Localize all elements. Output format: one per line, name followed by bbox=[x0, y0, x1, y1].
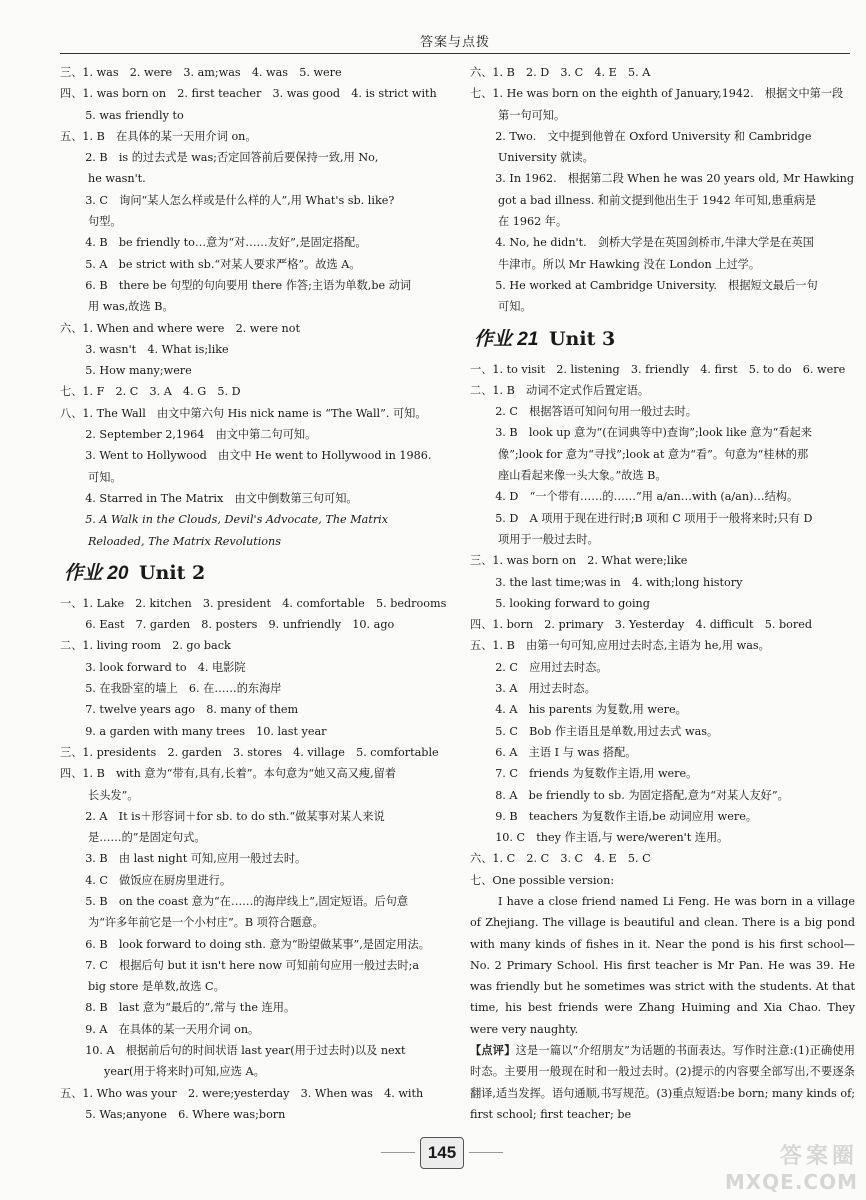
answer-line: 三、1. was born on 2. What were;like bbox=[470, 554, 688, 568]
answer-line: 为“许多年前它是一个小村庄”。B 项符合题意。 bbox=[88, 916, 324, 930]
answer-line: 7. twelve years ago 8. many of them bbox=[74, 703, 299, 717]
heading-prefix: 作业 20 bbox=[64, 562, 129, 584]
answer-line: 七、1. He was born on the eighth of January,1942. 根据文中第一段 bbox=[470, 87, 844, 101]
answer-line: 9. A 在具体的某一天用介词 on。 bbox=[74, 1022, 260, 1036]
answer-line: 四、1. B with 意为“带有,具有,长着”。本句意为“她又高又瘦,留着 bbox=[60, 767, 397, 781]
answer-line: 四、1. was born on 2. first teacher 3. was good 4. is strict with bbox=[60, 87, 437, 101]
answer-line: 3. C 询问“某人怎么样或是什么样的人”,用 What's sb. like? bbox=[74, 193, 395, 207]
section-heading-20 bbox=[64, 560, 455, 587]
answer-line: 5. looking forward to going bbox=[484, 596, 650, 610]
answer-line: 是……的”是固定句式。 bbox=[88, 831, 206, 845]
answer-line: Reloaded, The Matrix Revolutions bbox=[88, 534, 281, 548]
answer-line: 4. B be friendly to…意为“对……友好”,是固定搭配。 bbox=[74, 236, 367, 250]
answer-line: 3. the last time;was in 4. with;long history bbox=[484, 575, 743, 589]
answer-line: 8. B last 意为“最后的”,常与 the 连用。 bbox=[74, 1001, 296, 1015]
answer-line: 可知。 bbox=[498, 300, 532, 314]
answer-line: 六、1. B 2. D 3. C 4. E 5. A bbox=[470, 66, 651, 79]
sample-essay: I have a close friend named Li Feng. He was born in a village of Zhejiang. The village is beautiful and clean. There is a big pond with many kinds of fishes in it. Near the pond is his first school—No. 2 Primary School. His first teacher is Mr Pan. He was 39. He was friendly but he sometimes was strict with the students. At that time, his best friends were Zhang Huiming and Xia Chao. They were very naughty. bbox=[470, 894, 855, 1036]
answer-line: 五、1. B 由第一句可知,应用过去时态,主语为 he,用 was。 bbox=[470, 639, 770, 653]
answer-line: 六、1. C 2. C 3. C 4. E 5. C bbox=[470, 852, 651, 866]
watermark-logo-text: 答案圈 bbox=[779, 1144, 858, 1169]
answer-line: 10. A 根据前后句的时间状语 last year(用于过去时)以及 next bbox=[74, 1044, 406, 1058]
answer-line: 句型。 bbox=[88, 215, 122, 229]
answer-line: 5. D A 项用于现在进行时;B 项和 C 项用于一般将来时;只有 D bbox=[484, 511, 813, 525]
answer-line: 5. 在我卧室的墙上 6. 在……的东海岸 bbox=[74, 682, 282, 696]
answer-line: 4. Starred in The Matrix 由文中倒数第三句可知。 bbox=[74, 491, 358, 505]
answer-line: 5. Was;anyone 6. Where was;born bbox=[74, 1107, 286, 1121]
answer-line: 4. No, he didn't. 剑桥大学是在英国剑桥市,牛津大学是在英国 bbox=[484, 236, 814, 250]
answer-line: 5. was friendly to bbox=[74, 108, 184, 122]
answer-line: big store 是单数,故选 C。 bbox=[88, 980, 225, 994]
heading-unit: Unit 3 bbox=[548, 327, 616, 350]
answer-line: 可知。 bbox=[88, 470, 122, 484]
answer-line: 5. He worked at Cambridge University. 根据短文最后一句 bbox=[484, 278, 818, 292]
answer-line: 4. A his parents 为复数,用 were。 bbox=[484, 703, 687, 717]
answer-line: 2. C 根据答语可知问句用一般过去时。 bbox=[484, 405, 697, 419]
answer-line: 5. How many;were bbox=[74, 364, 192, 378]
answer-line: 在 1962 年。 bbox=[498, 215, 568, 229]
heading-unit: Unit 2 bbox=[138, 561, 206, 584]
answer-line: 七、One possible version: bbox=[470, 873, 615, 887]
answer-line: 3. wasn't 4. What is;like bbox=[74, 342, 229, 356]
answer-line: he wasn't. bbox=[88, 172, 146, 186]
watermark-url: MXQE.COM bbox=[724, 1170, 858, 1194]
answer-line: 一、1. Lake 2. kitchen 3. president 4. comfortable 5. bedrooms bbox=[60, 596, 447, 610]
answer-line: 七、1. F 2. C 3. A 4. G 5. D bbox=[60, 385, 241, 399]
answer-line: 2. Two. 文中提到他曾在 Oxford University 和 Cambridge bbox=[484, 129, 812, 143]
answer-line: 3. In 1962. 根据第二段 When he was 20 years old, Mr Hawking bbox=[484, 172, 855, 186]
comment-label: 【点评】 bbox=[470, 1043, 516, 1058]
answer-line: 5. A Walk in the Clouds, Devil's Advocate, The Matrix bbox=[74, 513, 389, 527]
answer-line: 2. B is 的过去式是 was;否定回答前后要保持一致,用 No, bbox=[74, 151, 379, 165]
answer-line: 3. B 由 last night 可知,应用一般过去时。 bbox=[74, 852, 307, 866]
answer-line: 二、1. living room 2. go back bbox=[60, 639, 231, 653]
answer-line: 6. B look forward to doing sth. 意为“盼望做某事”,是固定用法。 bbox=[74, 937, 430, 951]
answer-line: 三、1. presidents 2. garden 3. stores 4. village 5. comfortable bbox=[60, 745, 439, 759]
header-divider bbox=[60, 53, 850, 54]
answer-line: 3. A 用过去时态。 bbox=[484, 682, 596, 696]
answer-line: 五、1. Who was your 2. were;yesterday 3. When was 4. with bbox=[60, 1086, 424, 1100]
answer-line: 6. East 7. garden 8. posters 9. unfriendly 10. ago bbox=[74, 618, 395, 632]
answer-line: 6. B there be 句型的句向要用 there 作答;主语为单数,be 动词 bbox=[74, 278, 412, 292]
answer-line: 3. Went to Hollywood 由文中 He went to Hollywood in 1986. bbox=[74, 449, 432, 463]
comment-text: 这是一篇以“介绍朋友”为话题的书面表达。写作时注意:(1)正确使用时态。主要用一般现在时和一般过去时。(2)提示的内容要全部写出,不要逐条翻译,适当发挥。语句通顺,书写规范。(3)重点短语:be born; many kinds of; first school; first teacher; be bbox=[470, 1044, 855, 1121]
answer-line: 3. look forward to 4. 电影院 bbox=[74, 660, 246, 674]
answer-line: 5. A be strict with sb.“对某人要求严格”。故选 A。 bbox=[74, 257, 361, 271]
heading-prefix: 作业 21 bbox=[474, 328, 539, 350]
section-heading-21 bbox=[474, 326, 855, 353]
answer-line: 第一句可知。 bbox=[498, 108, 566, 122]
answer-line: 4. D “一个带有……的……”用 a/an…with (a/an)…结构。 bbox=[484, 490, 799, 504]
answer-line: 八、1. The Wall 由文中第六句 His nick name is “The Wall”. 可知。 bbox=[60, 406, 427, 420]
comment-block bbox=[470, 1040, 855, 1125]
left-column bbox=[60, 62, 455, 1125]
answer-line: 2. C 应用过去时态。 bbox=[484, 660, 608, 674]
answer-line: 像”;look for 意为“寻找”;look at 意为“看”。句意为“桂林的那 bbox=[498, 447, 809, 461]
answer-line: 六、1. When and where were 2. were not bbox=[60, 321, 300, 335]
answer-line: 8. A be friendly to sb. 为固定搭配,意为“对某人友好”。 bbox=[484, 788, 789, 802]
answer-line: 5. C Bob 作主语且是单数,用过去式 was。 bbox=[484, 724, 719, 738]
answer-line: 2. September 2,1964 由文中第二句可知。 bbox=[74, 428, 317, 442]
answer-line: 用 was,故选 B。 bbox=[88, 300, 174, 314]
answer-line: 牛津市。所以 Mr Hawking 没在 London 上过学。 bbox=[498, 257, 761, 271]
answer-line: got a bad illness. 和前文提到他出生于 1942 年可知,患重病是 bbox=[498, 193, 817, 207]
answer-line: 7. C friends 为复数作主语,用 were。 bbox=[484, 767, 698, 781]
page-header: 答案与点拨 bbox=[419, 35, 490, 50]
answer-line: 2. A It is＋形容词＋for sb. to do sth.“做某事对某人来说 bbox=[74, 809, 385, 823]
answer-line: 9. B teachers 为复数作主语,be 动词应用 were。 bbox=[484, 809, 758, 823]
answer-line: 5. B on the coast 意为“在……的海岸线上”,固定短语。后句意 bbox=[74, 894, 409, 908]
answer-line: University 就读。 bbox=[498, 151, 594, 165]
answer-line: 10. C they 作主语,与 were/weren't 连用。 bbox=[484, 831, 729, 845]
answer-line: 4. C 做饭应在厨房里进行。 bbox=[74, 873, 232, 887]
answer-line: 6. A 主语 I 与 was 搭配。 bbox=[484, 745, 637, 759]
answer-line: 3. B look up 意为“(在词典等中)查询”;look like 意为“看起来 bbox=[484, 426, 812, 440]
site-watermark bbox=[725, 1139, 858, 1194]
answer-line: 四、1. born 2. primary 3. Yesterday 4. difficult 5. bored bbox=[470, 618, 812, 632]
answer-line: 一、1. to visit 2. listening 3. friendly 4. first 5. to do 6. were bbox=[470, 362, 846, 376]
answer-line: 三、1. was 2. were 3. am;was 4. was 5. were bbox=[60, 66, 342, 79]
answer-line: year(用于将来时)可知,应选 A。 bbox=[104, 1065, 265, 1079]
answer-line: 7. C 根据后句 but it isn't here now 可知前句应用一般过去时;a bbox=[74, 958, 420, 972]
answer-line: 座山看起来像一头大象。”故选 B。 bbox=[498, 469, 667, 483]
answer-line: 二、1. B 动词不定式作后置定语。 bbox=[470, 383, 650, 397]
answer-line: 项用于一般过去时。 bbox=[498, 532, 599, 546]
answer-line: 9. a garden with many trees 10. last year bbox=[74, 724, 327, 738]
page-number: 145 bbox=[420, 1137, 464, 1169]
answer-line: 五、1. B 在具体的某一天用介词 on。 bbox=[60, 129, 257, 143]
right-column bbox=[470, 62, 855, 1125]
answer-line: 长头发”。 bbox=[88, 788, 139, 802]
